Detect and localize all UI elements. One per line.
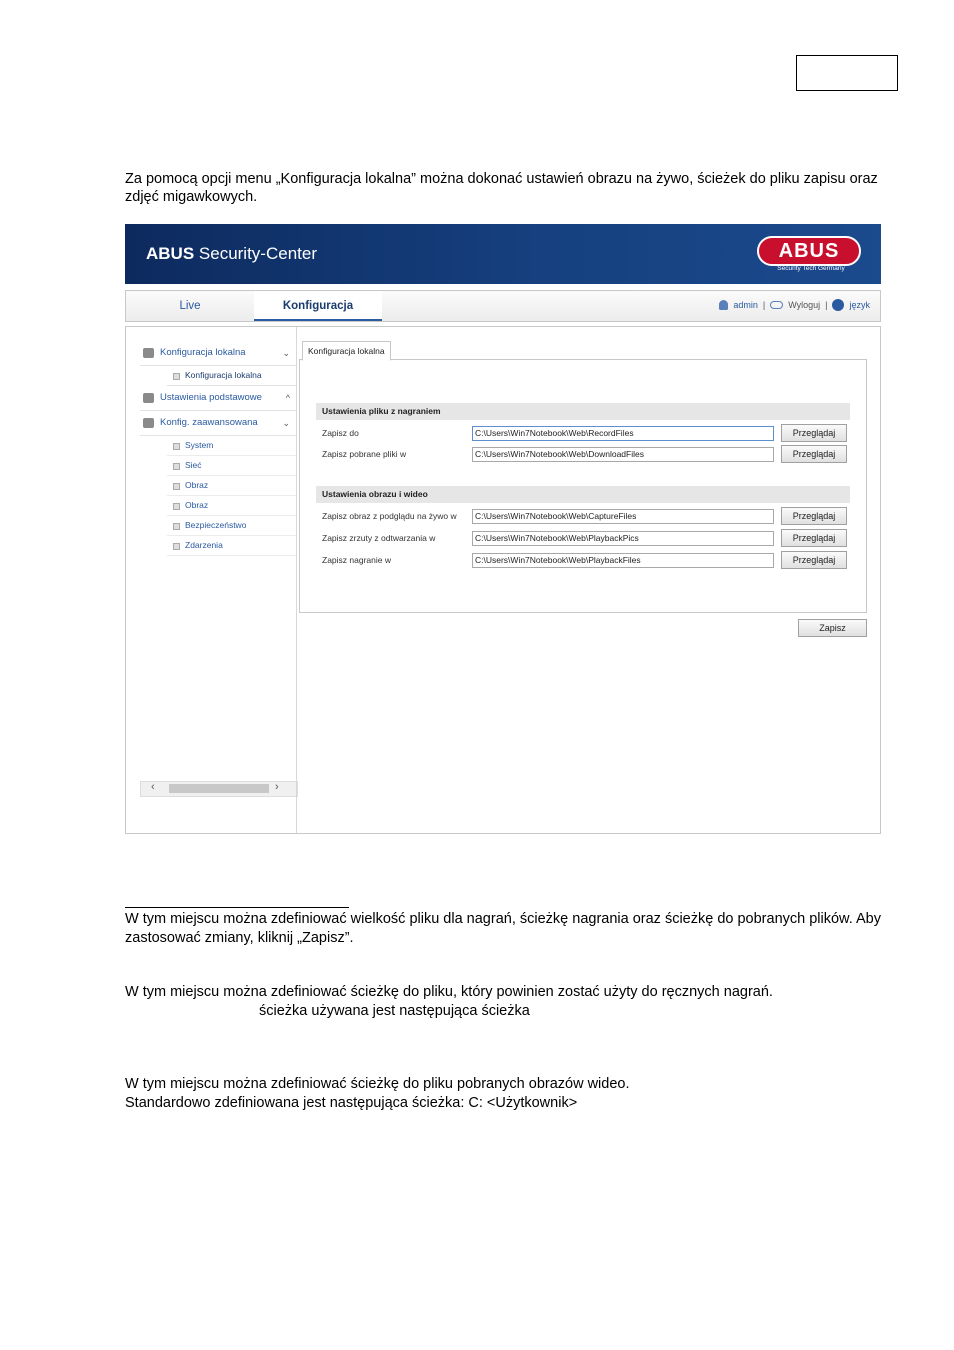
record-path-label: Zapisz do <box>322 428 359 438</box>
bullet-icon <box>173 483 180 490</box>
globe-icon <box>832 299 844 311</box>
browse-download-button[interactable]: Przeglądaj <box>781 445 847 463</box>
playback-pics-input[interactable]: C:\Users\Win7Notebook\Web\PlaybackPics <box>472 531 774 546</box>
scroll-left-icon[interactable]: ‹ <box>151 781 155 793</box>
intro-text: Za pomocą opcji menu „Konfiguracja lokalna” można dokonać ustawień obrazu na żywo, ścieżek do pliku zapisu oraz zdjęć migawkowych. <box>125 171 878 205</box>
sidebar-item-security[interactable]: Bezpieczeństwo <box>167 516 296 536</box>
bullet-icon <box>173 543 180 550</box>
sidebar-item-image-2[interactable]: Obraz <box>167 496 296 516</box>
heading-underline <box>125 907 349 908</box>
browse-playback-files-button[interactable]: Przeglądaj <box>781 551 847 569</box>
sidebar-item-image[interactable]: Obraz <box>167 476 296 496</box>
row-download-path <box>322 447 852 463</box>
user-controls <box>719 299 870 311</box>
app-banner <box>125 224 881 284</box>
playback-files-input[interactable]: C:\Users\Win7Notebook\Web\PlaybackFiles <box>472 553 774 568</box>
scroll-right-icon[interactable]: › <box>275 781 279 793</box>
nav-separator: | <box>825 300 828 310</box>
sidebar-group-local[interactable]: Konfiguracja lokalna ⌄ <box>140 341 296 366</box>
section-record-files: Ustawienia pliku z nagraniem <box>316 403 850 420</box>
brand-title: ABUS Security-Center <box>146 244 317 263</box>
sidebar-group-advanced[interactable]: Konfig. zaawansowana ⌄ <box>140 411 296 436</box>
row-playback-pics-path <box>322 531 852 547</box>
sidebar-divider <box>296 327 297 833</box>
row-playback-files-path <box>322 553 852 569</box>
tab-local-config[interactable]: Konfiguracja lokalna <box>302 341 391 361</box>
playback-pics-label: Zapisz zrzuty z odtwarzania w <box>322 533 436 543</box>
bullet-icon <box>173 463 180 470</box>
tab-configuration[interactable]: Konfiguracja <box>254 291 382 321</box>
browse-capture-button[interactable]: Przeglądaj <box>781 507 847 525</box>
paragraph-downloads-line2: Standardowo zdefiniowana jest następująca ścieżka: C: <Użytkownik> <box>125 1095 578 1111</box>
logo-tagline: Security Tech Germany <box>777 265 845 272</box>
basic-settings-icon <box>143 393 154 403</box>
chevron-up-icon: ^ <box>285 393 290 403</box>
bullet-icon <box>173 373 180 380</box>
record-path-input[interactable]: C:\Users\Win7Notebook\Web\RecordFiles <box>472 426 774 441</box>
bullet-icon <box>173 443 180 450</box>
download-path-label: Zapisz pobrane pliki w <box>322 449 407 459</box>
sidebar-item-network[interactable]: Sieć <box>167 456 296 476</box>
browse-playback-pics-button[interactable]: Przeglądaj <box>781 529 847 547</box>
capture-path-label: Zapisz obraz z podglądu na żywo w <box>322 511 457 521</box>
row-record-path <box>322 426 852 442</box>
bullet-icon <box>173 503 180 510</box>
local-config-icon <box>143 348 154 358</box>
paragraph-manual-record-line1: W tym miejscu można zdefiniować ścieżkę do pliku, który powinien zostać użyty do ręcznych nagrań. <box>125 984 773 1000</box>
paragraph-manual-record-line2: ścieżka używana jest następująca ścieżka <box>259 1003 530 1019</box>
logout-link[interactable]: Wyloguj <box>788 300 821 310</box>
config-panel <box>125 326 881 834</box>
logout-icon <box>770 301 783 309</box>
abus-logo: ABUS <box>757 236 861 266</box>
user-name-link[interactable]: admin <box>733 300 758 310</box>
sidebar-item-system[interactable]: System <box>167 436 296 456</box>
local-config-form <box>299 359 867 613</box>
user-icon <box>719 300 728 310</box>
capture-path-input[interactable]: C:\Users\Win7Notebook\Web\CaptureFiles <box>472 509 774 524</box>
chevron-down-icon: ⌄ <box>282 418 290 428</box>
top-navigation <box>125 290 881 322</box>
paragraph-downloads-line1: W tym miejscu można zdefiniować ścieżkę do pliku pobranych obrazów wideo. <box>125 1076 630 1092</box>
chevron-down-icon: ⌄ <box>282 348 290 358</box>
sidebar-scrollbar[interactable] <box>140 781 298 797</box>
sidebar-item-local-config[interactable]: Konfiguracja lokalna <box>167 366 296 386</box>
wrench-icon <box>143 418 154 428</box>
sidebar <box>140 341 296 556</box>
tab-live[interactable]: Live <box>179 300 201 312</box>
security-center-screenshot <box>125 224 881 836</box>
page-number-box <box>796 55 898 91</box>
sidebar-group-basic[interactable]: Ustawienia podstawowe ^ <box>140 386 296 411</box>
download-path-input[interactable]: C:\Users\Win7Notebook\Web\DownloadFiles <box>472 447 774 462</box>
scrollbar-thumb[interactable] <box>169 784 269 793</box>
save-button[interactable]: Zapisz <box>798 619 867 637</box>
language-link[interactable]: język <box>849 300 870 310</box>
sidebar-item-events[interactable]: Zdarzenia <box>167 536 296 556</box>
playback-files-label: Zapisz nagranie w <box>322 555 391 565</box>
bullet-icon <box>173 523 180 530</box>
row-capture-path <box>322 509 852 525</box>
section-image-video: Ustawienia obrazu i wideo <box>316 486 850 503</box>
browse-record-button[interactable]: Przeglądaj <box>781 424 847 442</box>
paragraph-record-settings: W tym miejscu można zdefiniować wielkość pliku dla nagrań, ścieżkę nagrania oraz ścieżkę do pobranych plików. Aby zastosować zmiany, kliknij „Zapisz”. <box>125 911 881 946</box>
nav-separator: | <box>762 300 766 310</box>
